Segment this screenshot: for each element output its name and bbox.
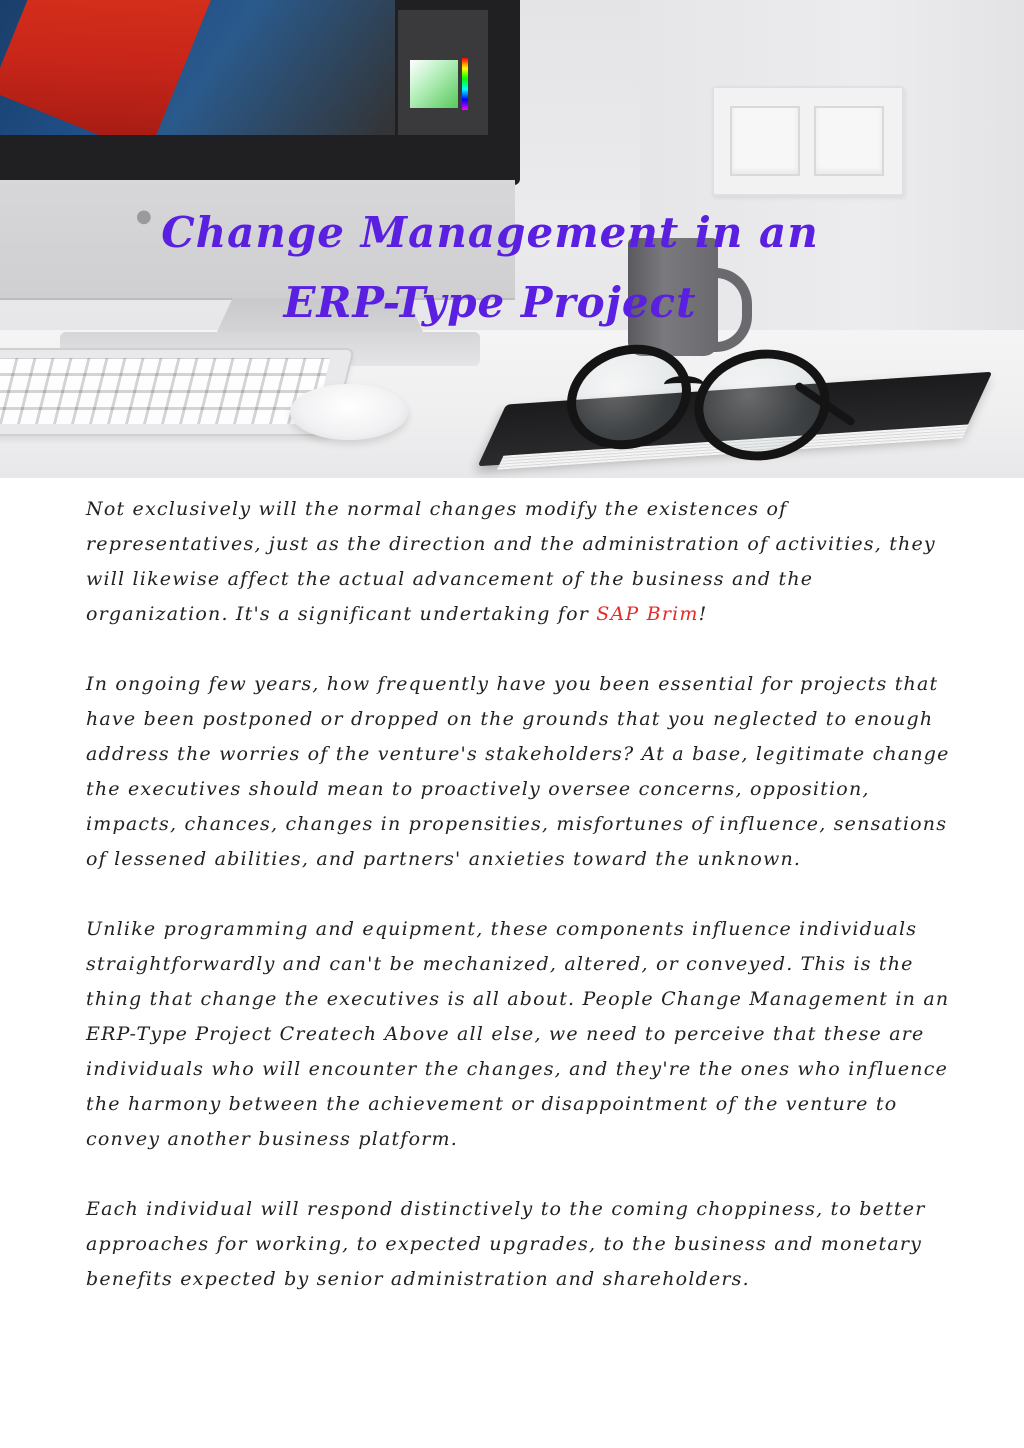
monitor-bezel [0,0,520,185]
page-title [0,198,980,338]
screen-artwork [0,0,219,135]
light-switch-right [814,106,884,176]
paragraph-1-end: ! [698,603,708,625]
title-line-1: Change Management in an [161,208,819,257]
article-body [86,492,956,1332]
paragraph-3: Unlike programming and equipment, these components influence individuals straightforwardly and can't be mechanized, altered, or conveyed. This is the thing that change the executives is all about. People Change Management in an ERP-Type Project Createch Above all else, we need to perceive that these are individuals who will encounter the changes, and they're the ones who influence the harmony between the achievement or disappointment of the venture to convey another business platform. [86,918,950,1150]
paragraph-4: Each individual will respond distinctively to the coming choppiness, to better approaches for working, to expected upgrades, to the business and monetary benefits expected by senior administration and shareholders. [86,1198,926,1290]
mouse [290,384,408,440]
light-switch-left [730,106,800,176]
hero-image [0,0,1024,478]
glasses-bridge [664,376,704,393]
screen-color-picker [410,60,458,108]
screen-hue-slider [462,58,468,110]
monitor-screen [0,0,395,135]
sap-brim-link[interactable]: SAP Brim [596,603,699,625]
keyboard-keys [0,358,330,424]
title-line-2: ERP-Type Project [283,278,697,327]
light-switch-plate [712,86,904,196]
paragraph-1 [86,492,956,632]
paragraph-2: In ongoing few years, how frequently have you been essential for projects that have been postponed or dropped on the grounds that you neglected to enough address the worries of the venture's stakeholders? At a base, legitimate change the executives should mean to proactively oversee concerns, opposition, impacts, chances, changes in propensities, misfortunes of influence, sensations of lessened abilities, and partners' anxieties toward the unknown. [86,673,950,870]
apple-logo-icon: ● [136,206,152,227]
paragraph-1-text: Not exclusively will the normal changes modify the existences of representatives, just as the direction and the administration of activities, they will likewise affect the actual advancement of the business and the organization. It's a significant undertaking for [86,498,936,625]
